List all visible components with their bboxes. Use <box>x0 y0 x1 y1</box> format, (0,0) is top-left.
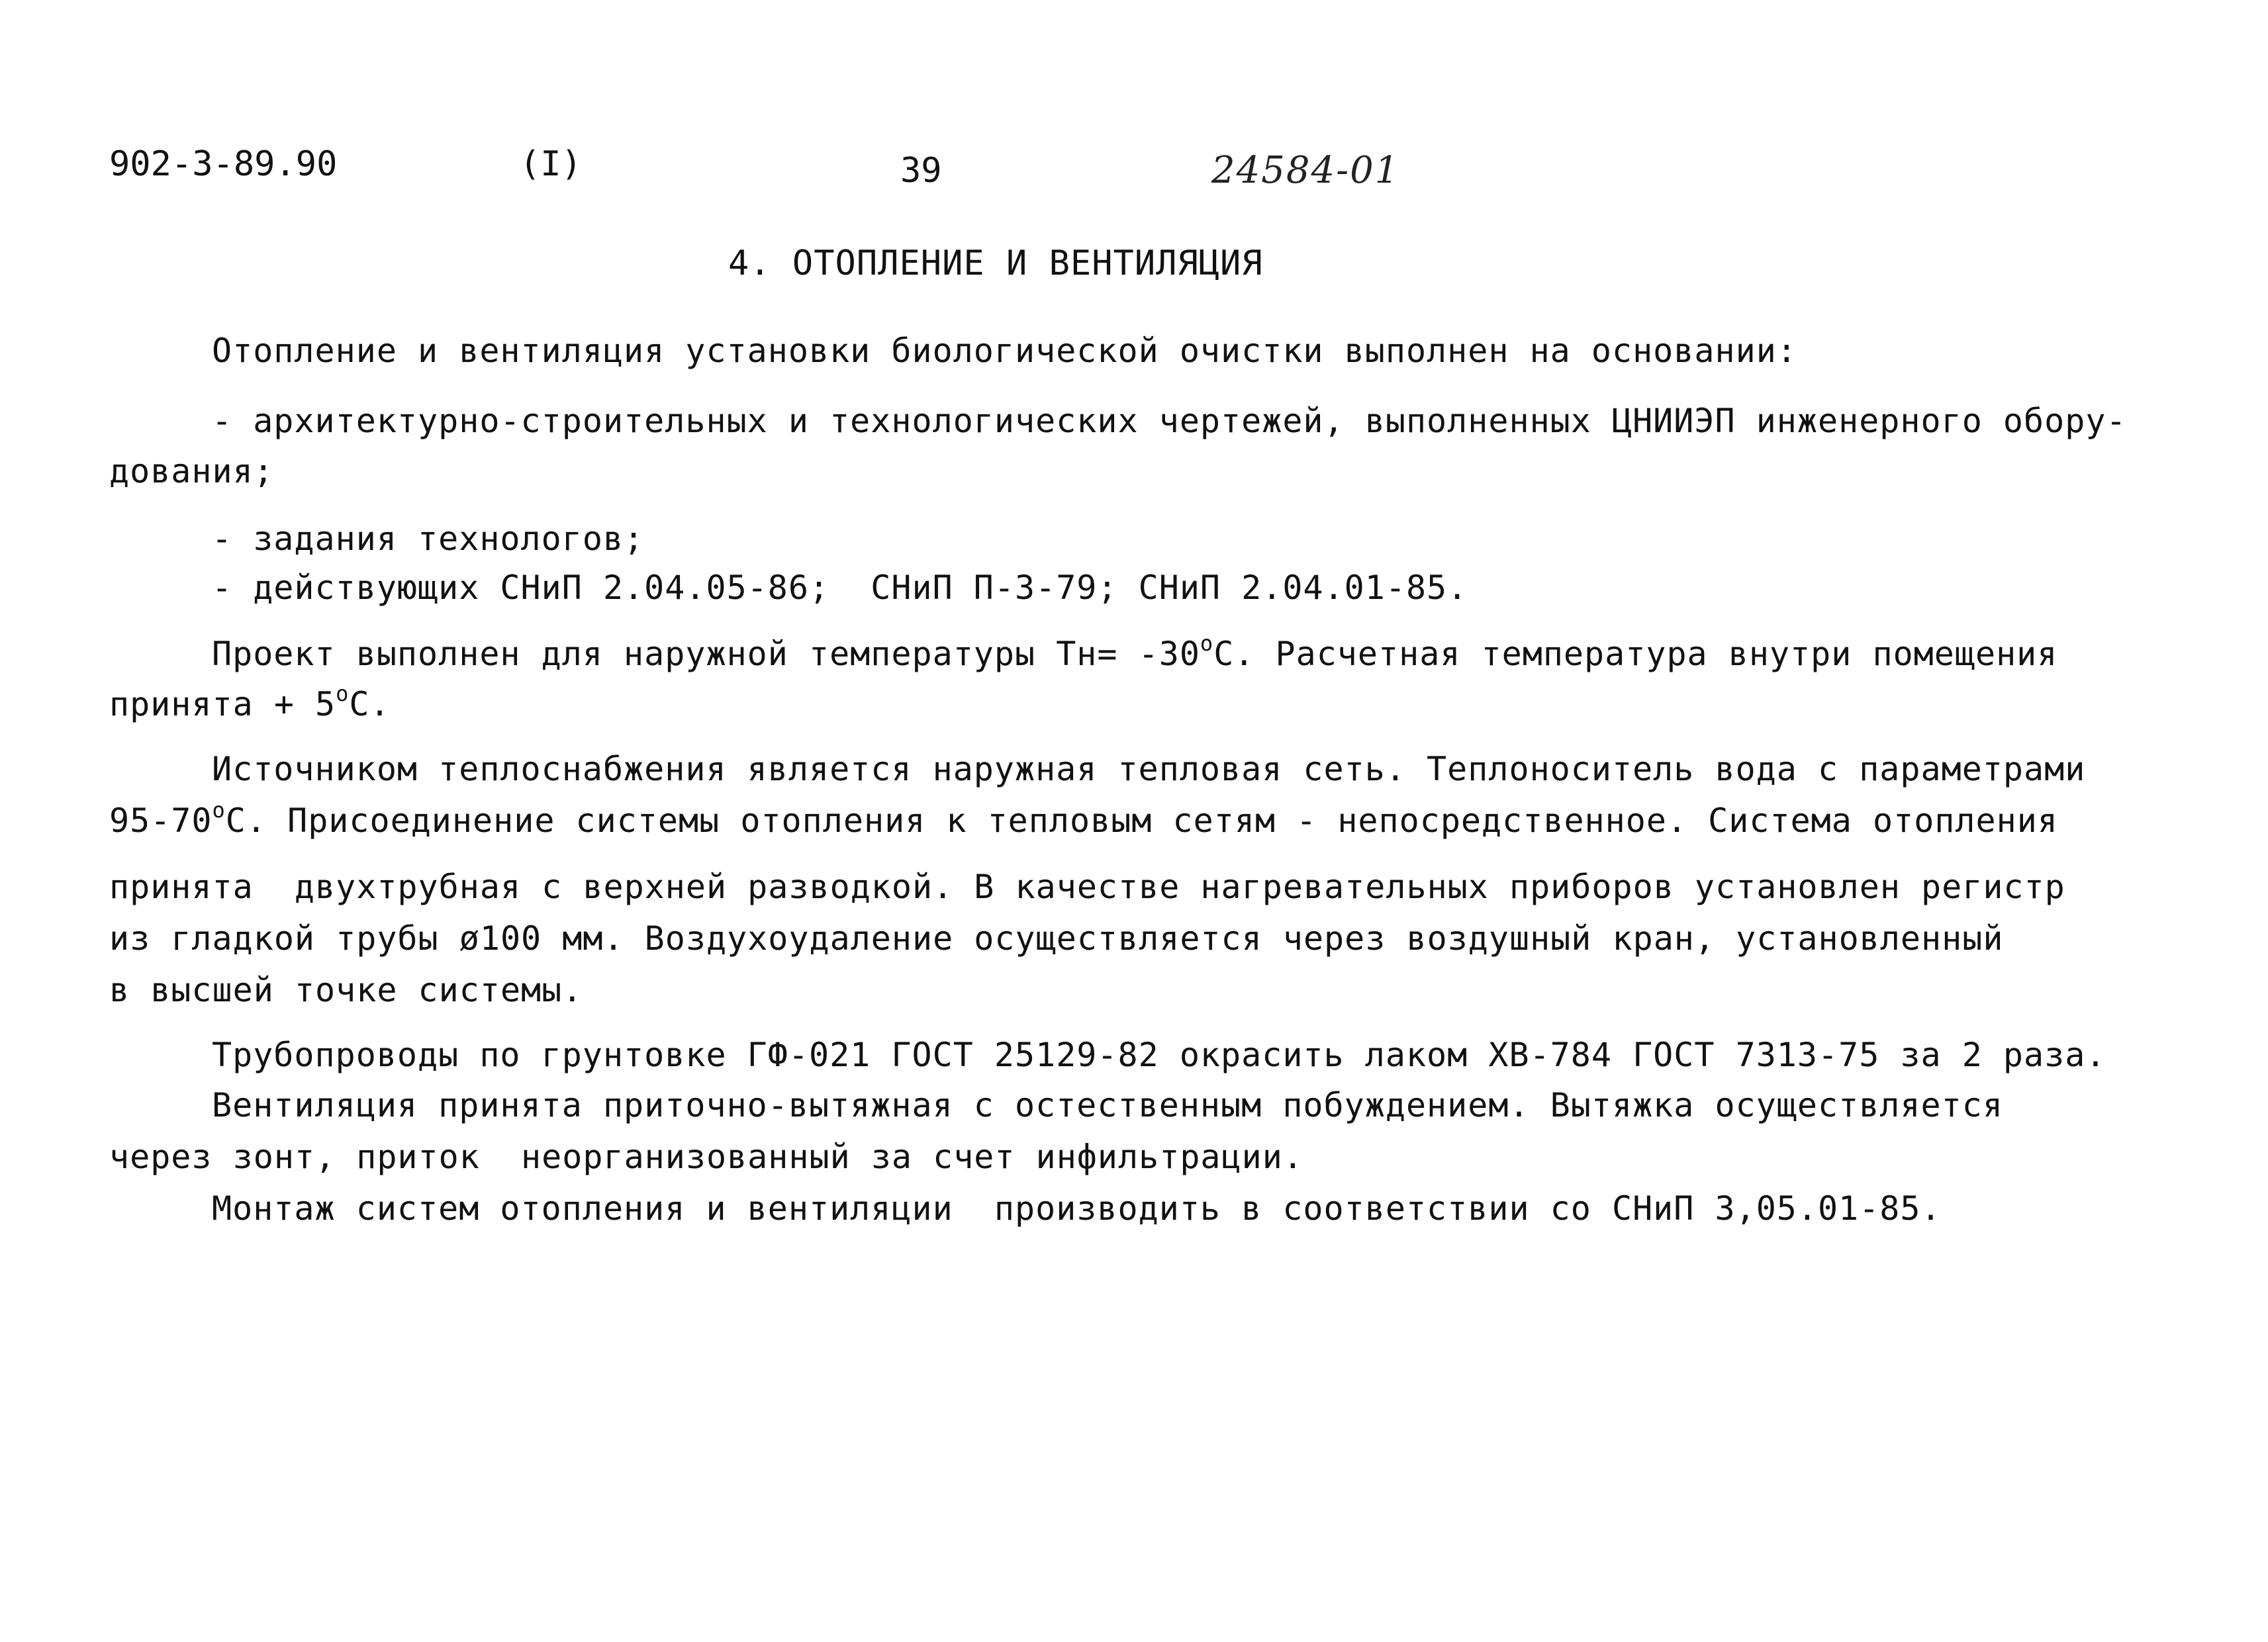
volume-number: (I) <box>520 144 582 184</box>
heating-line-2 <box>109 798 2058 841</box>
temperature-text-2a: принята + 5 <box>109 685 336 723</box>
inventory-number: 24584-01 <box>1211 149 1400 192</box>
temperature-line-1 <box>212 631 2058 674</box>
temperature-text-1b: С. Расчетная температура внутри помещения <box>1213 635 2058 673</box>
list-item-1-line-1: - архитектурно-строительных и технологических чертежей, выполненных ЦНИИЭП инженерного обору- <box>212 402 2127 440</box>
list-item-1-line-2: дования; <box>109 452 274 490</box>
installation-paragraph: Монтаж систем отопления и вентиляции производить в соответствии со СНиП 3,05.01-85. <box>212 1189 1942 1228</box>
list-item-3: - действующих СНиП 2.04.05-86; СНиП П-3-79; СНиП 2.04.01-85. <box>212 569 1468 607</box>
ventilation-line-1: Вентиляция принята приточно-вытяжная с остественным побуждением. Вытяжка осуществляется <box>212 1086 2003 1124</box>
page-number: 39 <box>900 151 942 191</box>
section-title: 4. ОТОПЛЕНИЕ И ВЕНТИЛЯЦИЯ <box>728 244 1263 283</box>
list-item-2: - задания технологов; <box>212 520 645 558</box>
heating-line-1: Источником теплоснабжения является наружная тепловая сеть. Теплоноситель вода с параметрами <box>212 750 2086 788</box>
temperature-text-1a: Проект выполнен для наружной температуры Тн= -30 <box>212 635 1200 673</box>
doc-code: 902-3-89.90 <box>109 144 338 184</box>
temperature-line-2 <box>109 681 391 724</box>
heating-line-3: принята двухтрубная с верхней разводкой. В качестве нагревательных приборов установлен регистр <box>109 868 2065 906</box>
heating-text-2a: 95-70 <box>109 801 213 840</box>
degree-mark: о <box>1200 631 1214 656</box>
intro-paragraph: Отопление и вентиляция установки биологической очистки выполнен на основании: <box>212 332 1797 370</box>
heating-text-2b: С. Присоединение системы отопления к тепловым сетям - непосредственное. Система отопления <box>225 801 2058 840</box>
temperature-text-2b: С. <box>349 685 391 723</box>
degree-mark: о <box>212 798 226 823</box>
heating-line-4: из гладкой трубы ø100 мм. Воздухоудаление осуществляется через воздушный кран, установленный <box>109 919 2004 958</box>
ventilation-line-2: через зонт, приток неорганизованный за счет инфильтрации. <box>109 1138 1303 1176</box>
degree-mark: о <box>336 681 350 706</box>
pipes-paragraph: Трубопроводы по грунтовке ГФ-021 ГОСТ 25129-82 окрасить лаком ХВ-784 ГОСТ 7313-75 за 2 раза. <box>212 1036 2106 1074</box>
heating-line-5: в высшей точке системы. <box>109 971 583 1009</box>
